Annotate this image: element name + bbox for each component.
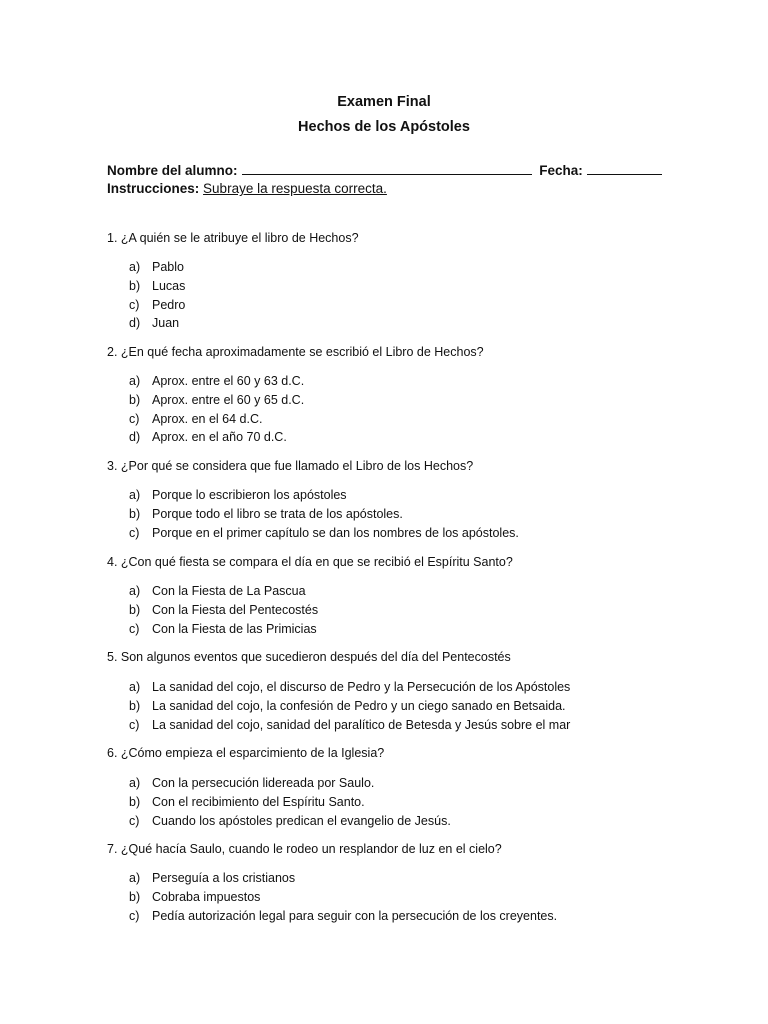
option [129, 678, 570, 697]
option-text: Pedía autorización legal para seguir con la persecución de los creyentes. [152, 908, 558, 923]
question-6-options [129, 774, 451, 830]
option-letter: a) [129, 871, 141, 885]
option-text: La sanidad del cojo, la confesión de Pedro y un ciego sanado en Betsaida. [152, 698, 566, 713]
option-letter: b) [129, 698, 141, 713]
name-blank [242, 162, 532, 175]
question-4-options [129, 582, 318, 638]
option [129, 793, 451, 812]
option-text: Porque lo escribieron los apóstoles [152, 488, 347, 502]
option-text: Juan [152, 316, 180, 331]
option-letter: d) [129, 316, 141, 331]
option [129, 601, 318, 620]
option [129, 869, 557, 888]
option [129, 582, 318, 601]
option-text: Con la Fiesta del Pentecostés [152, 602, 319, 617]
question-1-options [129, 258, 185, 333]
name-label: Nombre del alumno: [107, 163, 238, 178]
option-text: Con la persecución lidereada por Saulo. [152, 776, 375, 790]
question-2-options [129, 372, 304, 447]
option-letter: b) [129, 602, 141, 617]
option [129, 524, 519, 543]
question-6: 6. ¿Cómo empieza el esparcimiento de la Iglesia? [107, 746, 385, 760]
question-5-options [129, 678, 570, 734]
question-2: 2. ¿En qué fecha aproximadamente se escribió el Libro de Hechos? [107, 345, 484, 359]
exam-title: Examen Final [337, 94, 431, 110]
option [129, 907, 557, 926]
option-text: Con el recibimiento del Espíritu Santo. [152, 794, 365, 809]
question-1: 1. ¿A quién se le atribuye el libro de Hechos? [107, 231, 359, 245]
option [129, 774, 451, 793]
option [129, 812, 451, 831]
option-letter: a) [129, 680, 141, 694]
question-4: 4. ¿Con qué fiesta se compara el día en que se recibió el Espíritu Santo? [107, 555, 513, 569]
option [129, 428, 304, 447]
option [129, 697, 570, 716]
option-letter: c) [129, 525, 140, 540]
option-text: Pedro [152, 297, 186, 312]
option-letter: a) [129, 488, 141, 502]
option-text: La sanidad del cojo, el discurso de Pedro y la Persecución de los Apóstoles [152, 680, 571, 694]
option-letter: c) [129, 297, 140, 312]
question-7-options [129, 869, 557, 925]
option-text: Porque todo el libro se trata de los apóstoles. [152, 506, 403, 521]
option [129, 716, 570, 735]
option [129, 314, 185, 333]
option-text: Aprox. en el año 70 d.C. [152, 430, 287, 445]
option-text: Aprox. entre el 60 y 65 d.C. [152, 392, 305, 407]
option-text: Lucas [152, 278, 186, 293]
option-letter: b) [129, 506, 141, 521]
instructions-label: Instrucciones: [107, 181, 200, 196]
option-text: Con la Fiesta de las Primicias [152, 621, 317, 636]
option-text: Cuando los apóstoles predican el evangelio de Jesús. [152, 813, 451, 828]
option [129, 620, 318, 639]
exam-subtitle: Hechos de los Apóstoles [298, 119, 470, 135]
option-letter: c) [129, 621, 140, 636]
option-text: Perseguía a los cristianos [152, 871, 296, 885]
option-letter: b) [129, 392, 141, 407]
option [129, 277, 185, 296]
option [129, 258, 185, 277]
option-text: Cobraba impuestos [152, 889, 261, 904]
option [129, 296, 185, 315]
option-text: Pablo [152, 260, 184, 274]
date-label: Fecha: [539, 163, 583, 178]
option-letter: c) [129, 908, 140, 923]
option [129, 372, 304, 391]
option-letter: c) [129, 411, 140, 426]
instructions-row [107, 181, 387, 196]
option-text: La sanidad del cojo, sanidad del paralítico de Betesda y Jesús sobre el mar [152, 717, 571, 732]
option-letter: c) [129, 813, 140, 828]
option-letter: b) [129, 794, 141, 809]
student-info-row [107, 162, 662, 178]
option [129, 486, 519, 505]
option-letter: b) [129, 278, 141, 293]
question-7: 7. ¿Qué hacía Saulo, cuando le rodeo un resplandor de luz en el cielo? [107, 842, 502, 856]
option-text: Con la Fiesta de La Pascua [152, 584, 306, 598]
option-letter: b) [129, 889, 141, 904]
option [129, 888, 557, 907]
option-letter: d) [129, 430, 141, 445]
option [129, 505, 519, 524]
option-letter: a) [129, 374, 141, 388]
option-letter: a) [129, 584, 141, 598]
question-3-options [129, 486, 519, 542]
instructions-text: Subraye la respuesta correcta. [203, 181, 387, 196]
option [129, 391, 304, 410]
option-text: Aprox. entre el 60 y 63 d.C. [152, 374, 305, 388]
option-text: Aprox. en el 64 d.C. [152, 411, 263, 426]
option [129, 410, 304, 429]
question-5: 5. Son algunos eventos que sucedieron después del día del Pentecostés [107, 650, 511, 664]
option-letter: c) [129, 717, 140, 732]
date-blank [587, 162, 662, 175]
question-3: 3. ¿Por qué se considera que fue llamado el Libro de los Hechos? [107, 459, 474, 473]
option-text: Porque en el primer capítulo se dan los nombres de los apóstoles. [152, 525, 519, 540]
option-letter: a) [129, 260, 141, 274]
option-letter: a) [129, 776, 141, 790]
